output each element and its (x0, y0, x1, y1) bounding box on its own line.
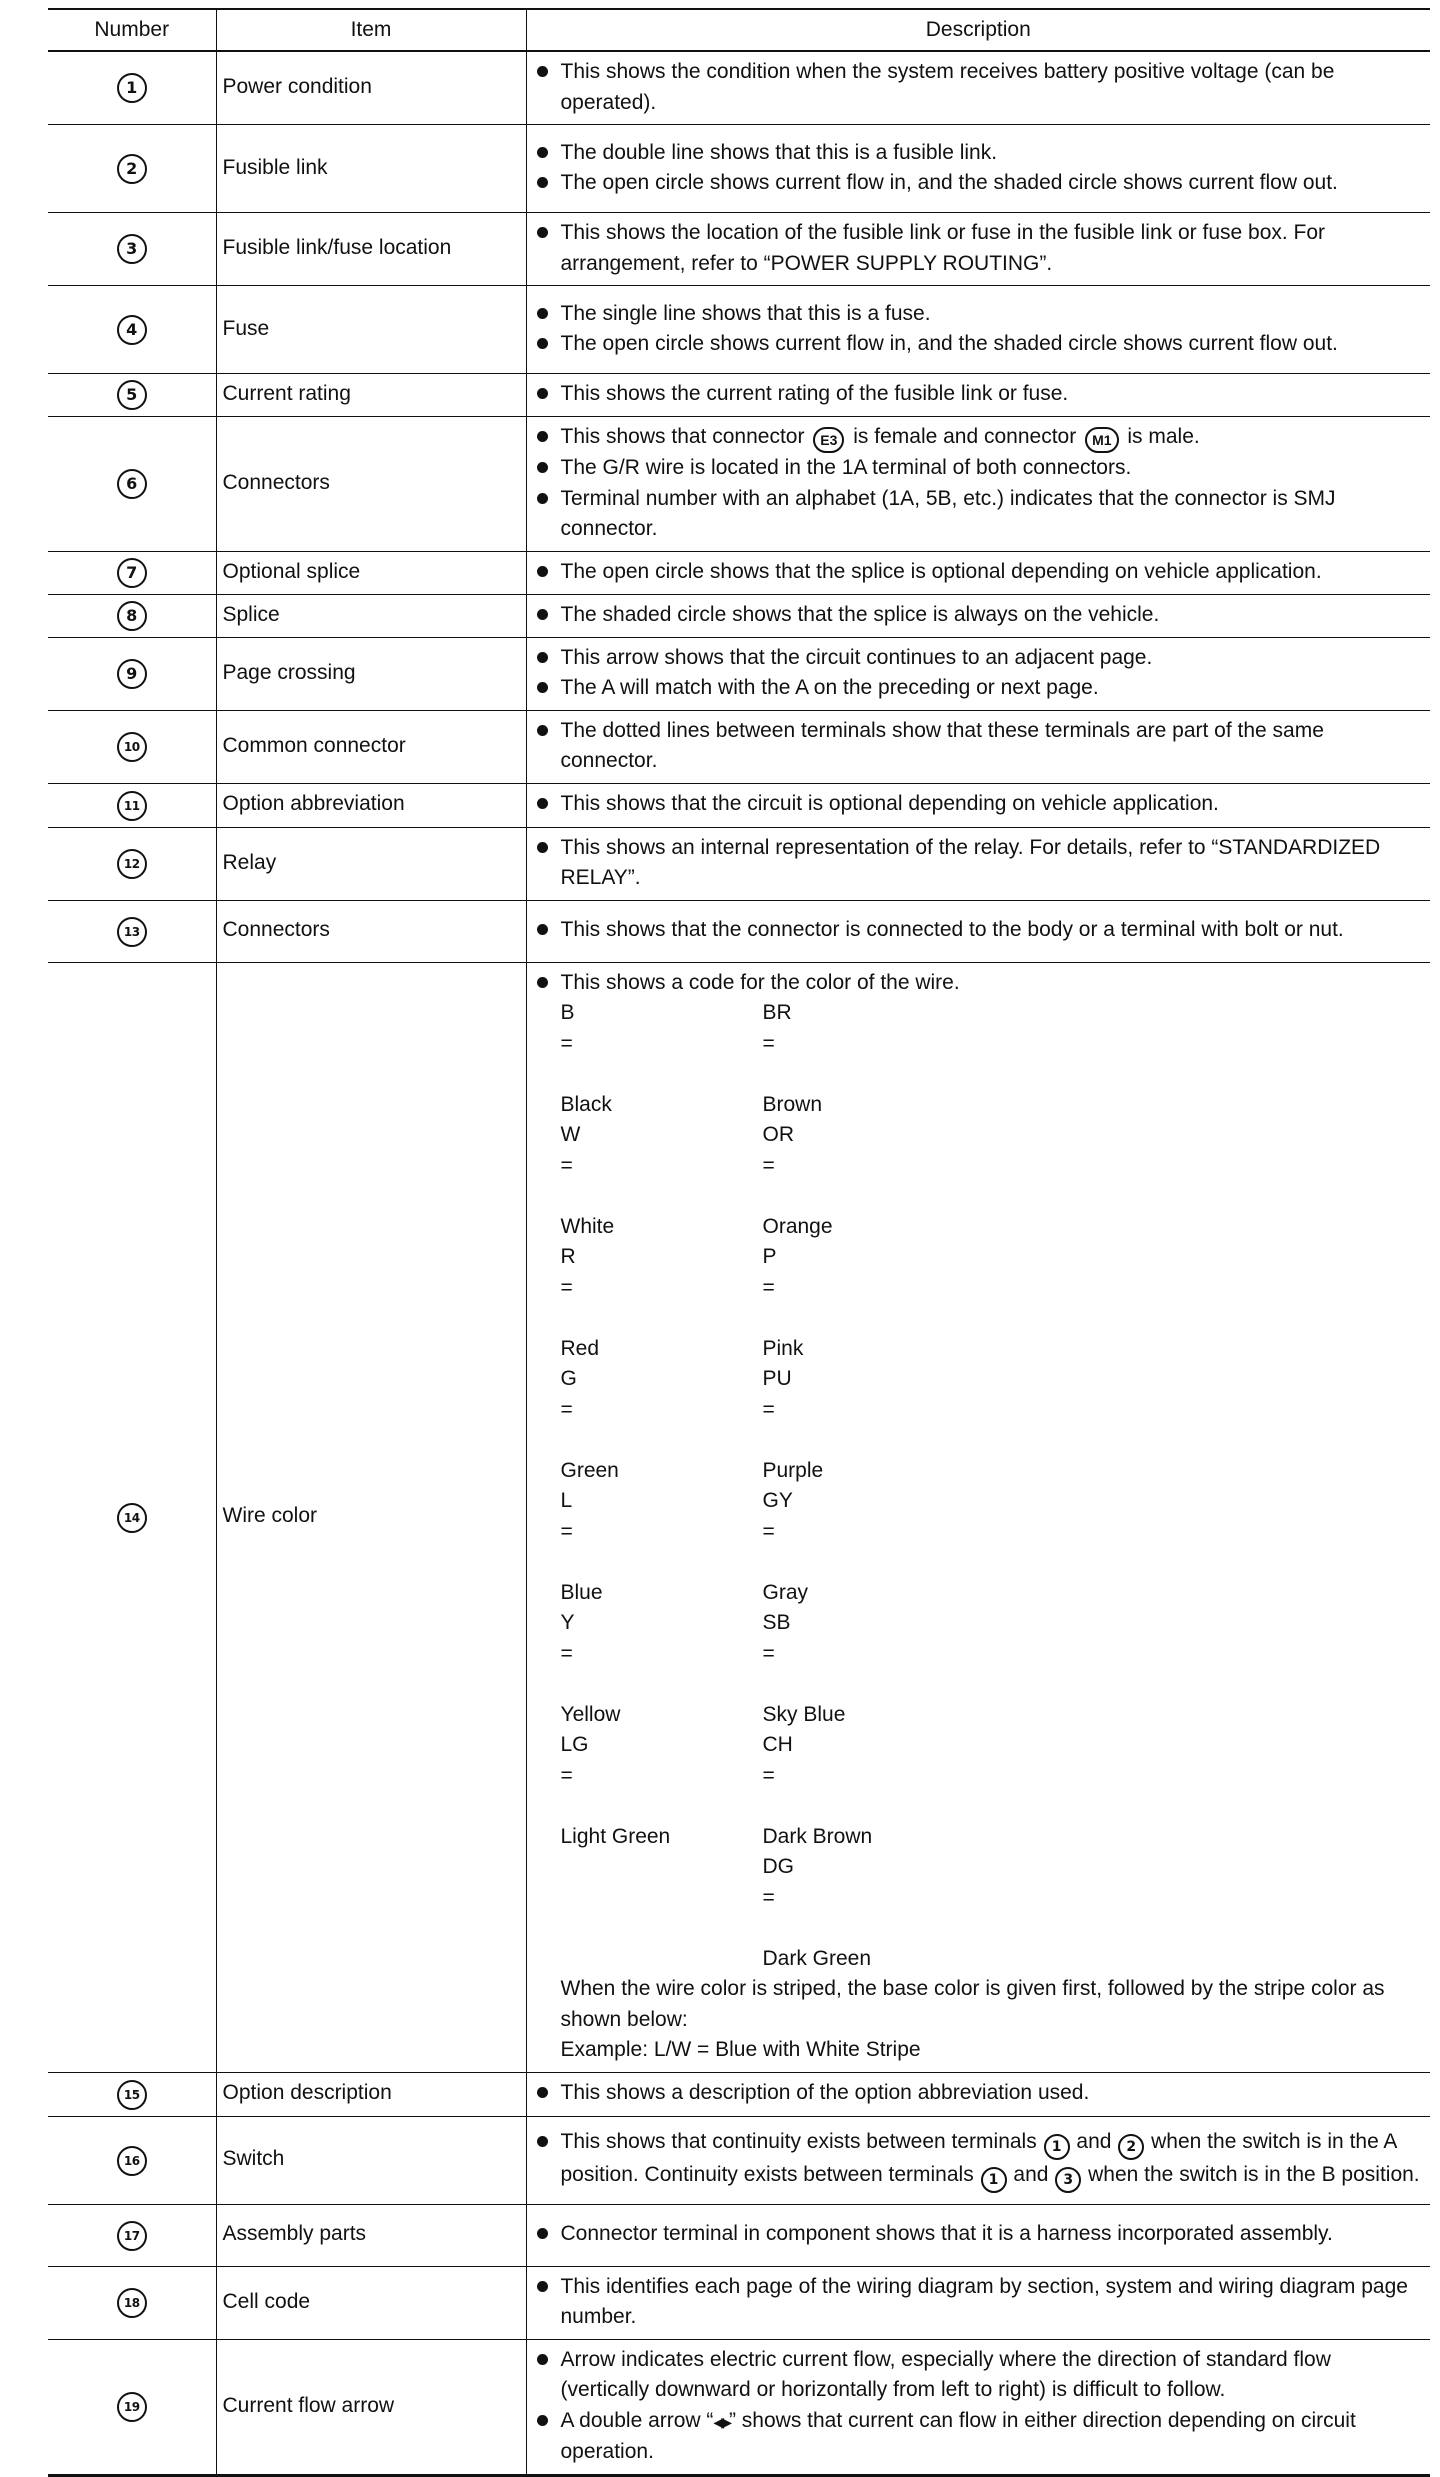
header-row (48, 9, 1430, 51)
table-row (48, 594, 1430, 637)
table-row (48, 783, 1430, 827)
table-row (48, 962, 1430, 2072)
color-code-entry: GY = Gray (762, 1489, 809, 1604)
row-number-badge: 11 (117, 791, 147, 821)
item-name: Current rating (216, 374, 526, 417)
color-code-entry: Y = Yellow (560, 1611, 621, 1726)
bullet-text: This shows the condition when the system receives battery positive voltage (can be operated). (533, 57, 1425, 118)
description-cell (526, 125, 1430, 213)
terminal-number-badge: 1 (981, 2167, 1007, 2193)
description-cell (526, 2204, 1430, 2266)
table-row (48, 286, 1430, 374)
color-code-entry: P = Pink (762, 1245, 804, 1360)
description-cell (526, 51, 1430, 125)
item-name: Splice (216, 594, 526, 637)
table-row (48, 2266, 1430, 2339)
bullet-text: The open circle shows current flow in, and the shaded circle shows current flow out. (533, 168, 1425, 199)
row-number-badge: 6 (117, 469, 147, 499)
description-cell (526, 374, 1430, 417)
color-code-entry: SB = Sky Blue (762, 1611, 846, 1726)
item-name: Fusible link/fuse location (216, 213, 526, 286)
item-name: Cell code (216, 2266, 526, 2339)
item-name: Optional splice (216, 551, 526, 594)
bullet-text: Connector terminal in component shows that it is a harness incorporated assembly. (533, 2219, 1425, 2250)
description-cell (526, 286, 1430, 374)
description-cell (526, 2116, 1430, 2204)
row-number-badge: 16 (117, 2146, 147, 2176)
stripe-note: When the wire color is striped, the base color is given first, followed by the stripe color as shown below: (560, 1977, 1385, 2031)
bullet-text: The double line shows that this is a fusible link. (533, 138, 1425, 169)
row-number-badge: 4 (117, 315, 147, 345)
bullet-text: The open circle shows that the splice is optional depending on vehicle application. (533, 557, 1425, 588)
item-name: Connectors (216, 900, 526, 962)
stripe-example: Example: L/W = Blue with White Stripe (560, 2038, 921, 2061)
item-name: Common connector (216, 710, 526, 783)
bullet-text: This shows a description of the option abbreviation used. (533, 2078, 1425, 2109)
bullet-text: This shows that continuity exists between terminals 1 and 2 when the switch is in the A position. Continuity exists between terminals 1 and 3 when the switch is in the B position. (533, 2127, 1425, 2193)
row-number-badge: 14 (117, 1503, 147, 1533)
bullet-text: This shows that the circuit is optional depending on vehicle application. (533, 789, 1425, 820)
description-cell (526, 783, 1430, 827)
color-code-entry: W = White (560, 1123, 615, 1238)
description-cell (526, 551, 1430, 594)
item-name: Option abbreviation (216, 783, 526, 827)
bullet-text: This shows the current rating of the fusible link or fuse. (533, 379, 1425, 410)
bullet-text: The open circle shows current flow in, and the shaded circle shows current flow out. (533, 329, 1425, 360)
row-number-badge: 15 (117, 2080, 147, 2110)
color-code-entry: L = Blue (560, 1489, 603, 1604)
bullet-text: This arrow shows that the circuit continues to an adjacent page. (533, 643, 1425, 674)
row-number-badge: 9 (117, 659, 147, 689)
item-name: Relay (216, 827, 526, 900)
connector-m1-symbol: M1 (1085, 427, 1118, 453)
row-number-badge: 3 (117, 234, 147, 264)
header-item: Item (216, 9, 526, 51)
table-row (48, 125, 1430, 213)
item-name: Assembly parts (216, 2204, 526, 2266)
header-description: Description (526, 9, 1430, 51)
table-row (48, 827, 1430, 900)
item-name: Power condition (216, 51, 526, 125)
row-number-badge: 2 (117, 154, 147, 184)
bullet-text: Arrow indicates electric current flow, especially where the direction of standard flow (vertically downward or horizontally from left to right) is difficult to follow. (533, 2345, 1425, 2406)
row-number-badge: 7 (117, 558, 147, 588)
description-cell (526, 962, 1430, 2072)
description-cell (526, 2072, 1430, 2116)
connector-e3-symbol: E3 (813, 427, 844, 453)
bullet-text: The A will match with the A on the preceding or next page. (533, 673, 1425, 704)
wire-color-codes (533, 998, 1425, 1974)
table-row (48, 51, 1430, 125)
item-name: Page crossing (216, 637, 526, 710)
terminal-number-badge: 3 (1055, 2167, 1081, 2193)
terminal-number-badge: 1 (1044, 2134, 1070, 2160)
row-number-badge: 10 (117, 732, 147, 762)
color-code-entry: G = Green (560, 1367, 619, 1482)
bullet-text: The shaded circle shows that the splice is always on the vehicle. (533, 600, 1425, 631)
row-number-badge: 13 (117, 917, 147, 947)
table-row (48, 213, 1430, 286)
bullet-text: This identifies each page of the wiring diagram by section, system and wiring diagram page number. (533, 2272, 1425, 2333)
bullet-text: This shows that the connector is connected to the body or a terminal with bolt or nut. (533, 915, 1425, 946)
color-code-entry: OR = Orange (762, 1123, 833, 1238)
bullet-text: Terminal number with an alphabet (1A, 5B, etc.) indicates that the connector is SMJ connector. (533, 484, 1425, 545)
table-row (48, 2204, 1430, 2266)
row-number-badge: 18 (117, 2288, 147, 2318)
item-name: Wire color (216, 962, 526, 2072)
item-name: Connectors (216, 417, 526, 552)
color-code-entry: BR = Brown (762, 1001, 823, 1116)
color-column-right (763, 998, 1063, 1974)
bullet-text: A double arrow “◀▶” shows that current can flow in either direction depending on circuit operation. (533, 2406, 1425, 2468)
item-name: Fusible link (216, 125, 526, 213)
description-cell (526, 417, 1430, 552)
table-row (48, 2116, 1430, 2204)
table-row (48, 637, 1430, 710)
description-cell (526, 594, 1430, 637)
row-number-badge: 8 (117, 601, 147, 631)
table-row (48, 551, 1430, 594)
description-cell (526, 637, 1430, 710)
description-cell (526, 900, 1430, 962)
bullet-text: The single line shows that this is a fuse. (533, 299, 1425, 330)
bullet-text: This shows that connector E3 is female and connector M1 is male. (533, 422, 1425, 453)
table-row (48, 710, 1430, 783)
color-column-left (561, 998, 763, 1974)
wiring-legend-sheet (48, 8, 1430, 2477)
row-number-badge: 5 (117, 380, 147, 410)
item-name: Current flow arrow (216, 2339, 526, 2475)
color-code-entry: R = Red (560, 1245, 600, 1360)
color-code-entry: B = Black (560, 1001, 612, 1116)
table-row (48, 900, 1430, 962)
row-number-badge: 19 (117, 2392, 147, 2422)
row-number-badge: 1 (117, 73, 147, 103)
bullet-text: The dotted lines between terminals show that these terminals are part of the same connector. (533, 716, 1425, 777)
item-name: Switch (216, 2116, 526, 2204)
table-row (48, 2339, 1430, 2475)
color-code-entry: PU = Purple (762, 1367, 824, 1482)
table-row (48, 417, 1430, 552)
description-cell (526, 213, 1430, 286)
color-code-entry: LG = Light Green (560, 1733, 671, 1848)
item-name: Fuse (216, 286, 526, 374)
bullet-text: This shows the location of the fusible link or fuse in the fusible link or fuse box. For arrangement, refer to “POWER SUPPLY ROUTING”. (533, 218, 1425, 279)
bullet-text: This shows a code for the color of the wire. (533, 968, 1425, 999)
description-cell (526, 2266, 1430, 2339)
table-row (48, 374, 1430, 417)
row-number-badge: 12 (117, 849, 147, 879)
row-number-badge: 17 (117, 2221, 147, 2251)
description-cell (526, 2339, 1430, 2475)
description-cell (526, 710, 1430, 783)
header-number: Number (48, 9, 216, 51)
item-name: Option description (216, 2072, 526, 2116)
description-cell (526, 827, 1430, 900)
table-row (48, 2072, 1430, 2116)
color-code-entry: CH = Dark Brown (762, 1733, 873, 1848)
bullet-text: The G/R wire is located in the 1A terminal of both connectors. (533, 453, 1425, 484)
color-code-entry: DG = Dark Green (762, 1855, 872, 1970)
terminal-number-badge: 2 (1118, 2134, 1144, 2160)
bullet-text: This shows an internal representation of the relay. For details, refer to “STANDARDIZED RELAY”. (533, 833, 1425, 894)
double-arrow-icon: ◀▶ (713, 2413, 729, 2430)
legend-table (48, 8, 1430, 2477)
